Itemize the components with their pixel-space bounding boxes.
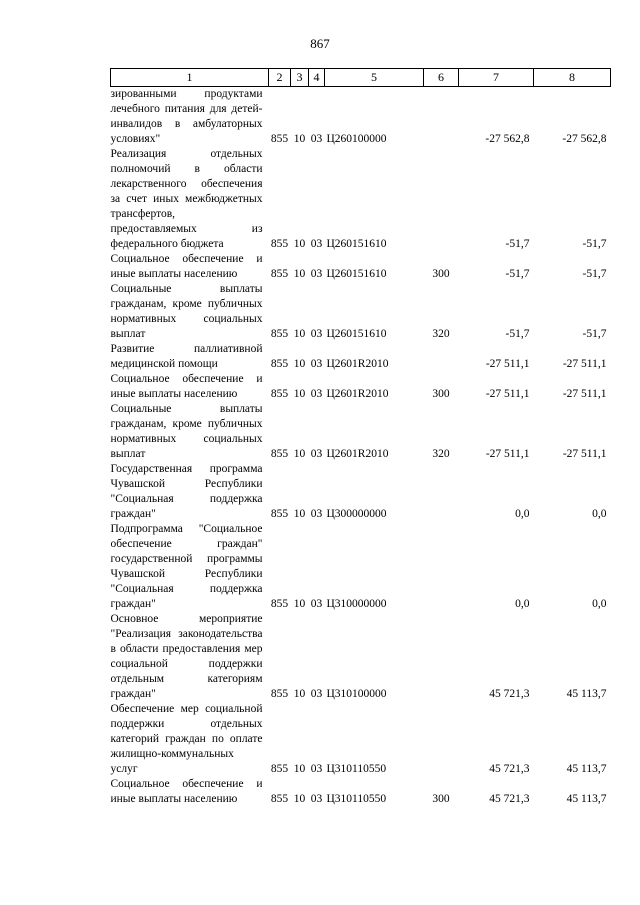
table-row [111, 612, 611, 702]
table-row [111, 522, 611, 612]
row-amount-2: -27 511,1 [562, 358, 607, 370]
row-amount-1: 45 721,3 [489, 688, 530, 700]
row-name: Социальные выплаты гражданам, кроме публичных нормативных социальных выплат [110, 403, 263, 460]
row-expense-type: 320 [432, 448, 450, 460]
budget-table [110, 68, 611, 807]
header-col-6: 6 [424, 69, 459, 87]
row-amount-1: -27 511,1 [485, 388, 530, 400]
row-section-code: 10 [293, 448, 306, 460]
row-expense-type [424, 342, 459, 372]
row-expense-type: 300 [432, 793, 450, 805]
row-ministry-code: 855 [270, 238, 289, 250]
header-col-1: 1 [111, 69, 269, 87]
row-ministry-code: 855 [270, 268, 289, 280]
table-row [111, 282, 611, 342]
row-target-article: Ц310100000 [326, 688, 387, 700]
row-expense-type [424, 612, 459, 702]
table-row [111, 87, 611, 148]
row-name: Социальное обеспечение и иные выплаты населению [110, 253, 263, 280]
row-subsection-code: 03 [310, 328, 323, 340]
row-ministry-code: 855 [270, 688, 289, 700]
row-subsection-code: 03 [310, 688, 323, 700]
row-subsection-code: 03 [310, 763, 323, 775]
row-subsection-code: 03 [310, 388, 323, 400]
table-row [111, 252, 611, 282]
row-subsection-code: 03 [310, 238, 323, 250]
row-section-code: 10 [293, 358, 306, 370]
row-amount-2: -27 511,1 [562, 448, 607, 460]
table-row [111, 702, 611, 777]
row-ministry-code: 855 [270, 358, 289, 370]
row-expense-type [424, 522, 459, 612]
row-amount-1: 45 721,3 [489, 793, 530, 805]
row-amount-1: -51,7 [505, 268, 530, 280]
row-expense-type [424, 147, 459, 252]
row-expense-type [424, 87, 459, 148]
row-amount-1: -27 511,1 [485, 358, 530, 370]
row-subsection-code: 03 [310, 598, 323, 610]
row-target-article: Ц2601R2010 [326, 388, 389, 400]
table-header [111, 69, 611, 87]
table-row [111, 777, 611, 807]
row-amount-2: 45 113,7 [566, 793, 607, 805]
table-row [111, 372, 611, 402]
row-section-code: 10 [293, 238, 306, 250]
row-amount-2: -27 511,1 [562, 388, 607, 400]
row-subsection-code: 03 [310, 448, 323, 460]
row-amount-2: -51,7 [582, 268, 607, 280]
row-expense-type: 300 [432, 268, 450, 280]
row-amount-1: 0,0 [515, 598, 530, 610]
row-target-article: Ц260151610 [326, 268, 387, 280]
row-amount-2: 45 113,7 [566, 763, 607, 775]
row-amount-2: -51,7 [582, 328, 607, 340]
row-target-article: Ц310000000 [326, 598, 387, 610]
row-section-code: 10 [293, 328, 306, 340]
row-section-code: 10 [293, 688, 306, 700]
row-target-article: Ц260151610 [326, 238, 387, 250]
row-expense-type [424, 702, 459, 777]
row-amount-2: 0,0 [592, 598, 607, 610]
row-section-code: 10 [293, 763, 306, 775]
row-target-article: Ц260100000 [326, 133, 387, 145]
row-subsection-code: 03 [310, 358, 323, 370]
table-row [111, 402, 611, 462]
table-row [111, 462, 611, 522]
row-ministry-code: 855 [270, 388, 289, 400]
row-section-code: 10 [293, 388, 306, 400]
row-ministry-code: 855 [270, 448, 289, 460]
row-ministry-code: 855 [270, 598, 289, 610]
row-expense-type [424, 462, 459, 522]
row-expense-type: 300 [432, 388, 450, 400]
table-row [111, 342, 611, 372]
header-col-7: 7 [459, 69, 534, 87]
row-target-article: Ц2601R2010 [326, 448, 389, 460]
header-col-2: 2 [269, 69, 291, 87]
row-name: зированными продуктами лечебного питания для детей-инвалидов в амбулаторных условиях" [110, 88, 263, 145]
row-target-article: Ц2601R2010 [326, 358, 389, 370]
header-col-5: 5 [325, 69, 424, 87]
row-amount-1: 0,0 [515, 508, 530, 520]
row-name: Развитие паллиативной медицинской помощи [110, 343, 263, 370]
row-subsection-code: 03 [310, 793, 323, 805]
row-name: Социальное обеспечение и иные выплаты населению [110, 373, 263, 400]
row-ministry-code: 855 [270, 508, 289, 520]
row-section-code: 10 [293, 268, 306, 280]
row-amount-1: -51,7 [505, 328, 530, 340]
row-name: Подпрограмма "Социальное обеспечение граждан" государственной программы Чувашской Республики "Социальная поддержка граждан" [110, 523, 263, 610]
row-target-article: Ц310110550 [326, 793, 387, 805]
row-ministry-code: 855 [270, 763, 289, 775]
row-section-code: 10 [293, 598, 306, 610]
page-number: 867 [310, 36, 330, 51]
row-amount-1: -27 562,8 [485, 133, 530, 145]
row-name: Реализация отдельных полномочий в области лекарственного обеспечения за счет иных межбюджетных трансфертов, предоставляемых из федерального бюджета [110, 148, 263, 250]
row-name: Социальное обеспечение и иные выплаты населению [110, 778, 263, 805]
row-amount-2: -51,7 [582, 238, 607, 250]
header-col-4: 4 [309, 69, 325, 87]
row-name: Основное мероприятие "Реализация законодательства в области предоставления мер социальной поддержки отдельным категориям граждан" [110, 613, 263, 700]
row-amount-2: -27 562,8 [562, 133, 607, 145]
row-amount-1: 45 721,3 [489, 763, 530, 775]
header-row [111, 69, 611, 87]
row-amount-1: -51,7 [505, 238, 530, 250]
table-body [111, 87, 611, 808]
row-section-code: 10 [293, 793, 306, 805]
row-ministry-code: 855 [270, 793, 289, 805]
row-target-article: Ц300000000 [326, 508, 387, 520]
row-name: Государственная программа Чувашской Республики "Социальная поддержка граждан" [110, 463, 263, 520]
row-amount-1: -27 511,1 [485, 448, 530, 460]
row-amount-2: 45 113,7 [566, 688, 607, 700]
row-target-article: Ц260151610 [326, 328, 387, 340]
table-row [111, 147, 611, 252]
row-amount-2: 0,0 [592, 508, 607, 520]
row-section-code: 10 [293, 133, 306, 145]
row-expense-type: 320 [432, 328, 450, 340]
row-name: Обеспечение мер социальной поддержки отдельных категорий граждан по оплате жилищно-коммунальных услуг [110, 703, 263, 775]
row-subsection-code: 03 [310, 133, 323, 145]
header-col-3: 3 [291, 69, 309, 87]
row-ministry-code: 855 [270, 328, 289, 340]
row-name: Социальные выплаты гражданам, кроме публичных нормативных социальных выплат [110, 283, 263, 340]
row-subsection-code: 03 [310, 508, 323, 520]
header-col-8: 8 [534, 69, 611, 87]
row-target-article: Ц310110550 [326, 763, 387, 775]
row-ministry-code: 855 [270, 133, 289, 145]
row-section-code: 10 [293, 508, 306, 520]
row-subsection-code: 03 [310, 268, 323, 280]
